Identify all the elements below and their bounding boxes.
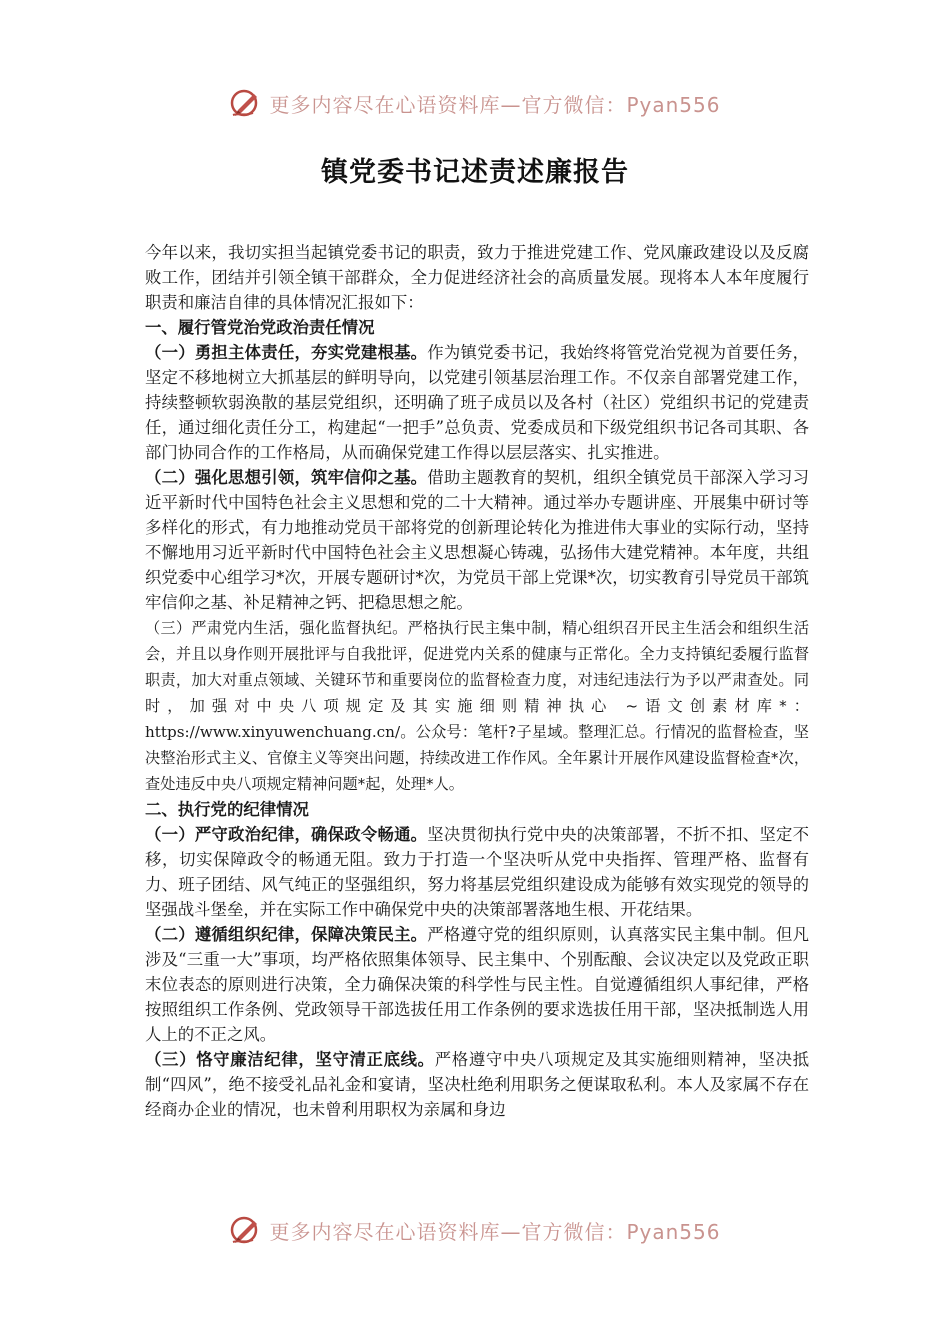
section-1-paragraph-2-body: 借助主题教育的契机，组织全镇党员干部深入学习习近平新时代中国特色社会主义思想和党的二十大精神。通过举办专题讲座、开展集中研讨等多样化的形式，有力地推动党员干部将党的创新理论转化为推进伟大事业的实际行动，坚持不懈地用习近平新时代中国特色社会主义思想凝心铸魂，弘扬伟大建党精神。本年度，共组织党委中心组学习*次，开展专题研讨*次，为党员干部上党课*次，切实教育引导党员干部筑牢信仰之基、补足精神之钙、把稳思想之舵。 <box>145 468 810 612</box>
watermark-banner-top <box>0 81 950 125</box>
watermark-text: 更多内容尽在心语资料库—官方微信：Pyan556 <box>269 1219 721 1244</box>
section-2-heading: 二、执行党的纪律情况 <box>145 800 309 819</box>
document-title: 镇党委书记述责述廉报告 <box>321 157 629 188</box>
section-1-paragraph-1-lead: （一）勇担主体责任，夯实党建根基。 <box>145 343 428 362</box>
source-url: https://www.xinyuwenchuang.cn/ <box>145 723 401 741</box>
section-1-paragraph-3-lead: （三）严肃党内生活，强化监督执纪。 <box>145 619 408 637</box>
section-1-paragraph-3-body-b: 。公众号：笔杆?子星域。整理汇总。行情况的监督检查，坚决整治形式主义、官僚主义等突出问题，持续改进工作作风。全年累计开展作风建设监督检查*次，查处违反中央八项规定精神问题*起，处理*人。 <box>145 723 809 793</box>
pen-logo-icon <box>229 86 263 120</box>
section-1-heading: 一、履行管党治党政治责任情况 <box>145 318 375 337</box>
section-1-paragraph-1-body: 作为镇党委书记，我始终将管党治党视为首要任务，坚定不移地树立大抓基层的鲜明导向，以党建引领基层治理工作。不仅亲自部署党建工作，持续整顿软弱涣散的基层党组织，还明确了班子成员以及各村（社区）党组织书记的党建责任，通过细化责任分工，构建起“一把手”总负责、党委成员和下级党组织书记各司其职、各部门协同合作的工作格局，从而确保党建工作得以层层落实、扎实推进。 <box>145 343 810 462</box>
section-2-paragraph-1-lead: （一）严守政治纪律，确保政令畅通。 <box>145 825 428 844</box>
section-2-paragraph-3 <box>145 1047 809 1122</box>
section-1-paragraph-3 <box>145 615 809 797</box>
section-2-paragraph-2 <box>145 922 809 1047</box>
watermark-text: 更多内容尽在心语资料库—官方微信：Pyan556 <box>269 92 721 117</box>
section-2-paragraph-1 <box>145 822 809 922</box>
section-1-paragraph-1 <box>145 340 809 465</box>
pen-logo-icon <box>229 1213 263 1247</box>
section-1-paragraph-2-lead: （二）强化思想引领，筑牢信仰之基。 <box>145 468 428 487</box>
section-2-paragraph-2-lead: （二）遵循组织纪律，保障决策民主。 <box>145 925 428 944</box>
section-1-paragraph-3-body-a: 严格执行民主集中制，精心组织召开民主生活会和组织生活会，并且以身作则开展批评与自我批评，促进党内关系的健康与正常化。全力支持镇纪委履行监督职责，加大对重点领域、关键环节和重要岗位的监督检查力度，对违纪违法行为予以严肃查处。同时，加强对中央八项规定及其实施细则精神执心 ~语文创素材库*： <box>145 619 810 715</box>
document-body <box>145 240 809 1122</box>
section-2-paragraph-3-body: 严格遵守中央八项规定及其实施细则精神，坚决抵制“四风”，绝不接受礼品礼金和宴请，坚决杜绝利用职务之便谋取私利。本人及家属不存在经商办企业的情况，也未曾利用职权为亲属和身边 <box>145 1050 810 1119</box>
intro-paragraph: 今年以来，我切实担当起镇党委书记的职责，致力于推进党建工作、党风廉政建设以及反腐败工作，团结并引领全镇干部群众，全力促进经济社会的高质量发展。现将本人本年度履行职责和廉洁自律的具体情况汇报如下： <box>145 243 809 312</box>
watermark-banner-bottom <box>0 1208 950 1252</box>
section-1-paragraph-2 <box>145 465 809 615</box>
section-2-paragraph-2-body: 严格遵守党的组织原则，认真落实民主集中制。但凡涉及“三重一大”事项，均严格依照集体领导、民主集中、个别酝酿、会议决定以及党政正职末位表态的原则进行决策，全力确保决策的科学性与民主性。自觉遵循组织人事纪律，严格按照组织工作条例、党政领导干部选拔任用工作条例的要求选拔任用干部，坚决抵制选人用人上的不正之风。 <box>145 925 810 1044</box>
section-2-paragraph-1-body: 坚决贯彻执行党中央的决策部署，不折不扣、坚定不移，切实保障政令的畅通无阻。致力于打造一个坚决听从党中央指挥、管理严格、监督有力、班子团结、风气纯正的坚强组织，努力将基层党组织建设成为能够有效实现党的领导的坚强战斗堡垒，并在实际工作中确保党中央的决策部署落地生根、开花结果。 <box>145 825 810 919</box>
section-2-paragraph-3-lead: （三）恪守廉洁纪律，坚守清正底线。 <box>145 1050 435 1069</box>
